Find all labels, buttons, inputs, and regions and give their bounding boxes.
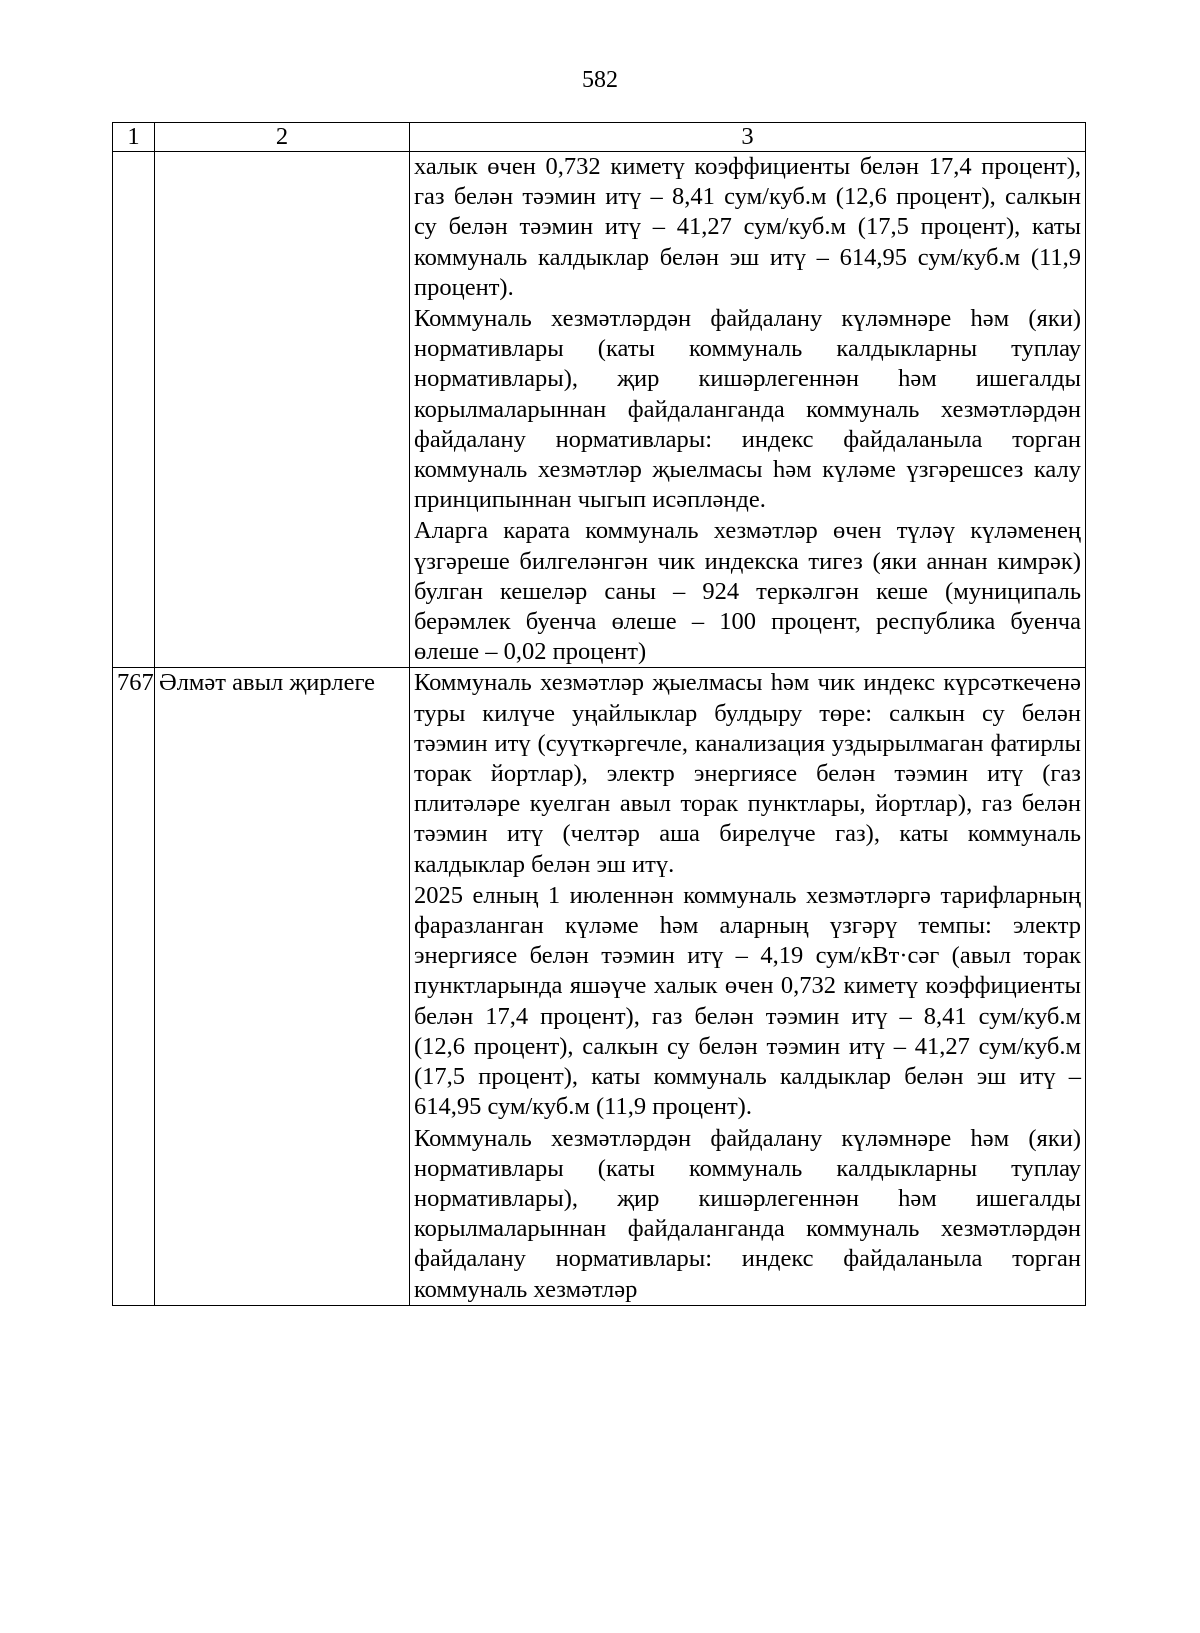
column-header-1: 1 <box>113 123 155 152</box>
document-table <box>112 122 1086 1306</box>
page-number: 582 <box>582 67 618 93</box>
column-header-3: 3 <box>410 123 1086 152</box>
content-paragraph: Коммуналь хезмәтләр җыелмасы һәм чик индекс күрсәткеченә туры килүче уңайлыклар булдыру төре: салкын су белән тәэмин итү (суүткәргечле, канализация уздырылмаган фатирлы торак йортлар), электр энергиясе белән тәэмин итү (газ плитәләре куелган авыл торак пунктлары, йортлар), газ белән тәэмин итү (челтәр аша бирелүче газ), каты коммуналь калдыклар белән эш итү. <box>414 669 1081 878</box>
settlement-name <box>155 152 410 668</box>
content-paragraph: Коммуналь хезмәтләрдән файдалану күләмнәре һәм (яки) нормативлары (каты коммуналь калдыкларны туплау нормативлары), җир кишәрлегеннән һәм ишегалды корылмаларыннан файдаланганда коммуналь хезмәтләрдән файдалану нормативлары: индекс файдаланыла торган коммуналь хезмәтләр җыелмасы һәм күләме үзгәрешсез калу принципыннан чыгып исәпләнде. <box>414 305 1081 514</box>
row-number <box>113 152 155 668</box>
table-row <box>113 152 1086 668</box>
content-paragraph: 2025 елның 1 июленнән коммуналь хезмәтләргә тарифларның фаразланган күләме һәм аларның үзгәрү темпы: электр энергиясе белән тәэмин итү – 4,19 сум/кВт·сәг (авыл торак пунктларында яшәүче халык өчен 0,732 киметү коэффициенты белән 17,4 процент), газ белән тәэмин итү – 8,41 сум/куб.м (12,6 процент), салкын су белән тәэмин итү – 41,27 сум/куб.м (17,5 процент), каты коммуналь калдыклар белән эш итү – 614,95 сум/куб.м (11,9 процент). <box>414 881 1081 1121</box>
content-paragraph: Аларга карата коммуналь хезмәтләр өчен түләү күләменең үзгәреше билгеләнгән чик индекска тигез (яки аннан кимрәк) булган кешеләр саны – 924 теркәлгән кеше (муниципаль берәмлек буенча өлеше – 100 процент, республика буенча өлеше – 0,02 процент) <box>414 517 1081 666</box>
row-number: 767 <box>113 668 155 1305</box>
table-header-row <box>113 123 1086 152</box>
row-content <box>410 152 1086 668</box>
column-header-2: 2 <box>155 123 410 152</box>
content-paragraph: Коммуналь хезмәтләрдән файдалану күләмнәре һәм (яки) нормативлары (каты коммуналь калдыкларны туплау нормативлары), җир кишәрлегеннән һәм ишегалды корылмаларыннан файдаланганда коммуналь хезмәтләрдән файдалану нормативлары: индекс файдаланыла торган коммуналь хезмәтләр <box>414 1124 1081 1303</box>
table-row <box>113 668 1086 1305</box>
content-paragraph: халык өчен 0,732 киметү коэффициенты белән 17,4 процент), газ белән тәэмин итү – 8,41 сум/куб.м (12,6 процент), салкын су белән тәэмин итү – 41,27 сум/куб.м (17,5 процент), каты коммуналь калдыклар белән эш итү – 614,95 сум/куб.м (11,9 процент). <box>414 153 1081 301</box>
settlement-name: Әлмәт авыл җирлеге <box>155 668 410 1305</box>
row-content <box>410 668 1086 1305</box>
